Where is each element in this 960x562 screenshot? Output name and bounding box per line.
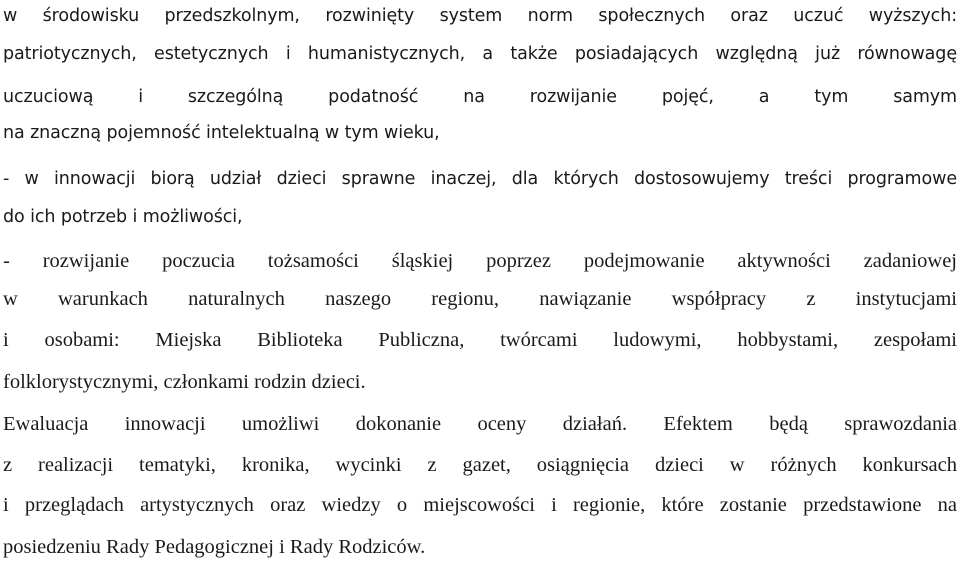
text-line-12: z realizacji tematyki, kronika, wycinki z gazet, osiągnięcia dzieci w różnych konkursach [3,454,957,476]
text-line-1: w środowisku przedszkolnym, rozwinięty system norm społecznych oraz uczuć wyższych: [3,6,957,26]
text-line-14: posiedzeniu Rady Pedagogicznej i Rady Rodziców. [3,536,426,558]
text-line-7: - rozwijanie poczucia tożsamości śląskiej poprzez podejmowanie aktywności zadaniowej [3,250,957,272]
text-line-8: w warunkach naturalnych naszego regionu, nawiązanie współpracy z instytucjami [3,288,957,310]
text-line-9: i osobami: Miejska Biblioteka Publiczna, twórcami ludowymi, hobbystami, zespołami [3,329,957,351]
text-line-4: na znaczną pojemność intelektualną w tym wieku, [3,123,440,143]
text-line-13: i przeglądach artystycznych oraz wiedzy o miejscowości i regionie, które zostanie przedstawione na [3,494,957,516]
text-line-2: patriotycznych, estetycznych i humanistycznych, a także posiadających względną już równowagę [3,44,957,64]
text-line-11: Ewaluacja innowacji umożliwi dokonanie oceny działań. Efektem będą sprawozdania [3,413,957,435]
text-line-10: folklorystycznymi, członkami rodzin dzieci. [3,371,366,393]
text-line-3: uczuciową i szczególną podatność na rozwijanie pojęć, a tym samym [3,87,957,107]
text-line-5: - w innowacji biorą udział dzieci sprawne inaczej, dla których dostosowujemy treści programowe [3,169,957,189]
text-line-6: do ich potrzeb i możliwości, [3,207,243,227]
